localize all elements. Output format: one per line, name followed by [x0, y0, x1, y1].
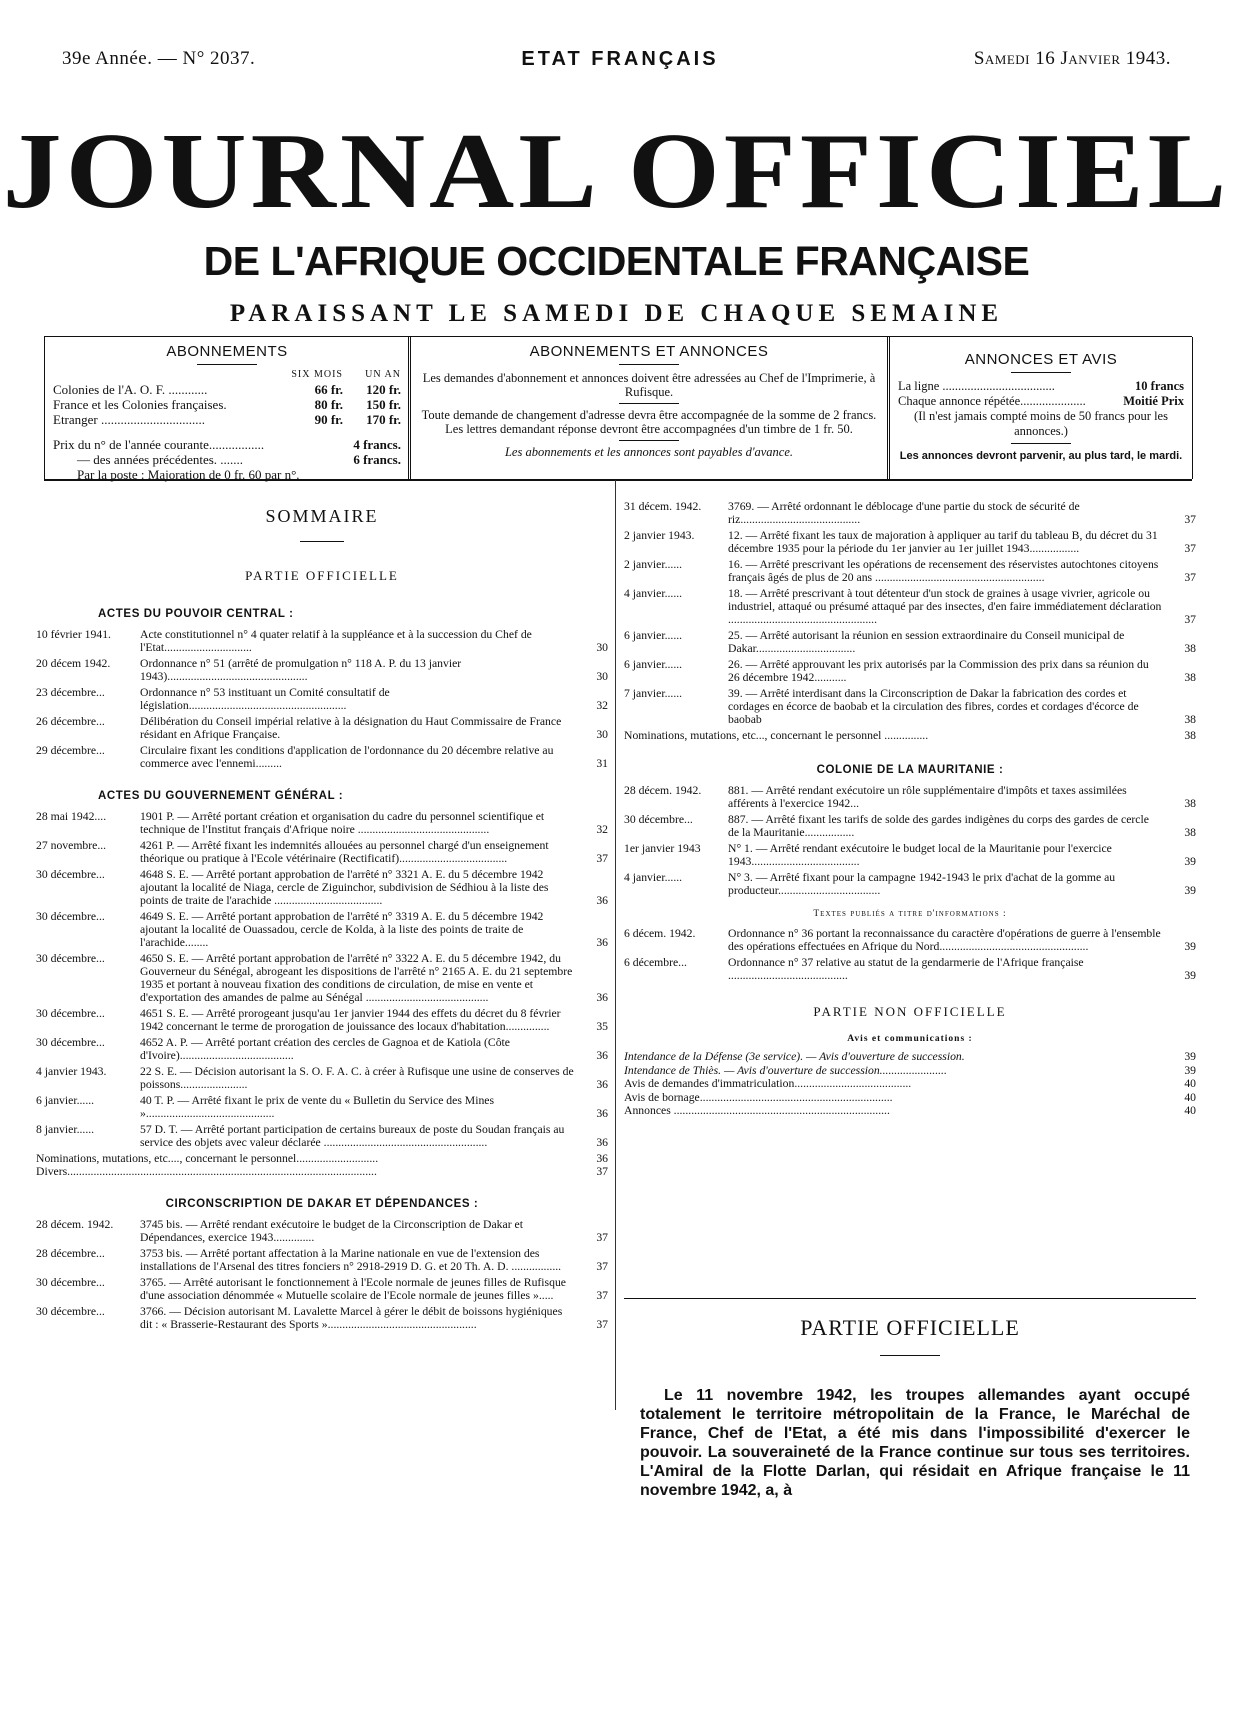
entry-text: Annonces .......................................................................... [624, 1104, 890, 1117]
abonnements-annonces-heading: ABONNEMENTS ET ANNONCES [529, 343, 769, 360]
annonces-box [890, 337, 1193, 479]
list-item [624, 687, 1196, 726]
entry-text: Circulaire fixant les conditions d'application de l'ordonnance du 20 décembre relative au commerce avec l'ennemi......... [140, 744, 554, 770]
entry-date: 28 décembre... [36, 1247, 105, 1260]
list-item [624, 558, 1196, 584]
entry-date: 2 janvier 1943. [624, 529, 695, 542]
entry-date: 7 janvier...... [624, 687, 683, 700]
entry-text: 4652 A. P. — Arrêté portant création des cercles de Gagnoa et de Katiola (Côte d'Ivoire)....................................... [140, 1036, 510, 1062]
prix-value: 4 francs. [353, 437, 401, 452]
entry-page: 30 [596, 728, 608, 741]
list-item [624, 529, 1196, 555]
entry-page: 38 [1184, 729, 1196, 742]
entry-text: Nominations, mutations, etc..., concernant le personnel ............... [624, 729, 929, 742]
issue-number: 39e Année. — N° 2037. [62, 48, 256, 69]
entry-page: 36 [596, 1078, 608, 1091]
entry-page: 36 [596, 1107, 608, 1120]
entry-text: 16. — Arrêté prescrivant les opérations de recensement des réservistes autochtones citoyens français âgés de plus de 20 ans .......................................................... [728, 558, 1159, 584]
table-row [53, 382, 401, 397]
list-item [624, 587, 1196, 626]
partie-non-officielle-label: PARTIE NON OFFICIELLE [813, 1004, 1007, 1019]
column-divider [615, 480, 616, 1410]
entry-page: 37 [596, 852, 608, 865]
entry-text: Ordonnance n° 37 relative au statut de la gendarmerie de l'Afrique française ......................................... [728, 956, 1084, 982]
row-an: 150 fr. [366, 397, 401, 412]
entry-date: 6 janvier...... [624, 629, 683, 642]
abonnements-annonces-box [408, 337, 890, 479]
list-item [36, 1123, 608, 1149]
sommaire-title: SOMMAIRE [265, 506, 379, 526]
row-an: 170 fr. [366, 412, 401, 427]
masthead-subtitle: DE L'AFRIQUE OCCIDENTALE FRANÇAISE [203, 238, 1030, 284]
entry-page: 36 [596, 936, 608, 949]
entry-page: 39 [1184, 855, 1196, 868]
entry-text: Ordonnance n° 51 (arrêté de promulgation n° 118 A. P. du 13 janvier 1943)................................................ [140, 657, 462, 683]
sommaire-right-entries [624, 500, 1196, 726]
abonnements-table [45, 367, 409, 482]
entry-date: 29 décembre... [36, 744, 105, 757]
body-paragraph: Le 11 novembre 1942, les troupes allemandes ayant occupé totalement le territoire métropolitain de la France, le Maréchal de France, Chef de l'Etat, a été mis dans l'impossibilité d'exercer le pouvoir. La souveraineté de la France continue sur tous ses territoires. L'Amiral de la Flotte Darlan, qui résidait en Afrique française le 11 novembre 1942, a, à [640, 1387, 1190, 1499]
entry-text: 887. — Arrêté fixant les tarifs de solde des gardes indigènes du corps des gardes de cercle de la Mauritanie................. [728, 813, 1149, 839]
entry-page: 37 [596, 1165, 608, 1178]
entry-text: Acte constitutionnel n° 4 quater relatif à la suppléance et à la succession du Chef de l'Etat.............................. [140, 628, 532, 654]
entry-date: 30 décembre... [36, 1007, 105, 1020]
entry-page: 37 [596, 1318, 608, 1331]
section-heading: COLONIE DE LA MAURITANIE : [816, 764, 1004, 776]
list-item [624, 956, 1196, 982]
entry-page: 37 [1184, 542, 1196, 555]
entry-text: 39. — Arrêté interdisant dans la Circonscription de Dakar la fabrication des cordes et cordages en écorce de baobab et la circulation des fibres, cordes et cordages d'écorce de baobab [728, 687, 1139, 726]
entry-text: 3766. — Décision autorisant M. Lavalette Marcel à gérer le débit de boissons hygiéniques dit : « Brasserie-Restaurant des Sports »................................................... [140, 1305, 563, 1331]
list-item [36, 686, 608, 712]
entry-page: 36 [596, 1152, 608, 1165]
entry-text: Nominations, mutations, etc...., concernant le personnel............................ [36, 1152, 379, 1165]
entry-page: 30 [596, 670, 608, 683]
entry-text: Avis de bornage.................................................................. [624, 1090, 893, 1104]
list-item [624, 629, 1196, 655]
entry-page: 35 [596, 1020, 608, 1033]
subscription-boxes [44, 336, 1192, 481]
entry-page: 31 [596, 757, 608, 770]
entry-text: Intendance de Thiès. — Avis d'ouverture de succession....................... [624, 1063, 947, 1077]
entry-page: 40 [1184, 1104, 1196, 1117]
row-label: La ligne .................................... [898, 379, 1055, 393]
entry-text: 4648 S. E. — Arrêté portant approbation de l'arrêté n° 3321 A. E. du 5 décembre 1942 ajoutant la localité de Niaga, cercle de Ziguinchor, subdivision de Sédhiou à la liste des points de traite de l'arachide ..................................... [140, 868, 549, 907]
entry-text: Intendance de la Défense (3e service). — Avis d'ouverture de succession. [624, 1050, 965, 1063]
entry-date: 26 décembre... [36, 715, 105, 728]
entry-date: 28 mai 1942.... [36, 810, 107, 823]
entry-page: 36 [596, 894, 608, 907]
row-six: 90 fr. [314, 412, 343, 427]
entry-page: 32 [596, 823, 608, 836]
list-item [36, 1007, 608, 1033]
table-row [53, 467, 401, 482]
entry-page: 39 [1184, 1063, 1196, 1077]
list-item [36, 868, 608, 907]
annonces-heading: ANNONCES ET AVIS [964, 351, 1118, 368]
list-item [36, 1276, 608, 1302]
entry-date: 30 décembre... [36, 1305, 105, 1318]
entry-page: 39 [1184, 969, 1196, 982]
section-heading: ACTES DU GOUVERNEMENT GÉNÉRAL : [98, 790, 344, 802]
sommaire-sections [36, 608, 608, 1331]
info-paragraph: Toute demande de changement d'adresse devra être accompagnée de la somme de 2 francs. Les lettres demandant réponse devront être accompagnées d'un timbre de 1 fr. 50. [421, 408, 877, 436]
mauritanie-entries [624, 784, 1196, 897]
divider [619, 364, 679, 365]
entry-page: 36 [596, 1136, 608, 1149]
masthead-title: JOURNAL OFFICIEL [2, 110, 1231, 231]
partie-officielle-title [624, 1298, 1196, 1356]
annonces-table [890, 379, 1192, 439]
entry-page: 38 [1184, 671, 1196, 684]
entry-page: 38 [1184, 826, 1196, 839]
entry-page: 30 [596, 641, 608, 654]
annonces-note: (Il n'est jamais compté moins de 50 francs pour les annonces.) [914, 409, 1168, 438]
row-value: Moitié Prix [1123, 394, 1184, 408]
partie-officielle-label: PARTIE OFFICIELLE [245, 568, 399, 583]
entry-text: 1901 P. — Arrêté portant création et organisation du cadre du personnel scientifique et technique de l'Institut français d'Afrique noire ............................................. [140, 810, 545, 836]
entry-date: 4 janvier 1943. [36, 1065, 107, 1078]
list-item [624, 927, 1196, 953]
state-name: ETAT FRANÇAIS [521, 48, 719, 70]
list-item [36, 1165, 608, 1178]
list-item [36, 1094, 608, 1120]
row-label: France et les Colonies françaises. [53, 397, 227, 412]
entry-date: 23 décembre... [36, 686, 105, 699]
entry-text: Ordonnance n° 36 portant la reconnaissance du caractère d'opérations de guerre à l'ensemble des opérations effectuées en Afrique du Nord................................................... [728, 927, 1161, 953]
info-paragraph: Les abonnements et les annonces sont payables d'avance. [504, 445, 794, 459]
entry-text: 4261 P. — Arrêté fixant les indemnités allouées au personnel chargé d'un enseignement théorique ou pratique à l'Ecole vétérinaire (Rectificatif)..................................... [140, 839, 549, 865]
divider [197, 364, 257, 365]
entry-page: 37 [596, 1289, 608, 1302]
entry-date: 28 décem. 1942. [36, 1218, 114, 1231]
entry-text: Délibération du Conseil impérial relative à la désignation du Haut Commissaire de France résidant en Afrique Française. [140, 715, 562, 741]
entry-page: 40 [1184, 1090, 1196, 1104]
entry-date: 10 février 1941. [36, 628, 111, 641]
prix-value: 6 francs. [353, 452, 401, 467]
partie-officielle-text: PARTIE OFFICIELLE [800, 1315, 1020, 1340]
entry-date: 30 décembre... [36, 1276, 105, 1289]
entry-text: 18. — Arrêté prescrivant à tout détenteur d'un stock de graines à usage vivrier, agricole ou industriel, attaqué ou présumé attaqué par des insectes, d'en faire immédiatement déclaration ................................................... [728, 587, 1162, 626]
entry-date: 30 décembre... [36, 910, 105, 923]
divider [619, 403, 679, 404]
entry-text: 3769. — Arrêté ordonnant le déblocage d'une partie du stock de sécurité de riz......................................... [728, 500, 1080, 526]
list-item [624, 658, 1196, 684]
list-item [36, 910, 608, 949]
row-six: 80 fr. [314, 397, 343, 412]
entry-date: 6 décembre... [624, 956, 687, 969]
table-row [898, 394, 1184, 409]
table-row [53, 412, 401, 427]
entry-date: 6 décem. 1942. [624, 927, 696, 940]
entry-date: 4 janvier...... [624, 587, 683, 600]
entry-date: 2 janvier...... [624, 558, 683, 571]
list-item [624, 784, 1196, 810]
entry-date: 30 décembre... [36, 868, 105, 881]
list-item [624, 500, 1196, 526]
divider [619, 440, 679, 441]
entry-page: 37 [1184, 513, 1196, 526]
entry-date: 31 décem. 1942. [624, 500, 702, 513]
list-item [624, 1104, 1196, 1118]
entry-date: 30 décembre... [36, 1036, 105, 1049]
table-row [53, 437, 401, 452]
list-item [624, 1050, 1196, 1064]
avis-entries [624, 1050, 1196, 1118]
entry-date: 6 janvier...... [624, 658, 683, 671]
entry-date: 20 décem 1942. [36, 657, 111, 670]
sommaire-left-column [36, 500, 608, 1334]
entry-text: Ordonnance n° 53 instituant un Comité consultatif de législation...................................................... [140, 686, 390, 712]
list-item [624, 813, 1196, 839]
entry-page: 36 [596, 991, 608, 1004]
entry-page: 32 [596, 699, 608, 712]
entry-page: 37 [1184, 613, 1196, 626]
entry-text: 881. — Arrêté rendant exécutoire un rôle supplémentaire d'impôts et taxes assimilées afférents à l'exercice 1942... [728, 784, 1127, 810]
info-paragraph: Les demandes d'abonnement et annonces doivent être adressées au Chef de l'Imprimerie, à Rufisque. [422, 371, 876, 399]
abonnements-heading: ABONNEMENTS [166, 343, 288, 360]
textes-entries [624, 927, 1196, 982]
divider [300, 541, 344, 542]
list-item [624, 871, 1196, 897]
row-an: 120 fr. [366, 382, 401, 397]
masthead-tagline: PARAISSANT LE SAMEDI DE CHAQUE SEMAINE [229, 300, 1004, 327]
entry-page: 38 [1184, 713, 1196, 726]
list-item [36, 628, 608, 654]
row-label: Colonies de l'A. O. F. ............ [53, 382, 208, 397]
section-heading: ACTES DU POUVOIR CENTRAL : [98, 608, 294, 620]
entry-text: 4650 S. E. — Arrêté portant approbation de l'arrêté n° 3322 A. E. du 5 décembre 1942, du Gouverneur du Sénégal, abrogeant les dispositions de l'arrêté n° 2165 A. E. du 21 septembre 1935 et portant à nouveau fixation des conditions de circulation, de mise en vente et d'exportation des amandes de palme au Sénégal .......................................... [140, 952, 573, 1004]
row-six: 66 fr. [314, 382, 343, 397]
annonces-deadline: Les annonces devront parvenir, au plus tard, le mardi. [899, 450, 1183, 462]
entry-text: 26. — Arrêté approuvant les prix autorisés par la Commission des prix dans sa réunion du 26 décembre 1942........... [728, 658, 1149, 684]
entry-date: 27 novembre... [36, 839, 107, 852]
entry-page: 38 [1184, 797, 1196, 810]
col-six-mois: SIX MOIS [291, 369, 343, 380]
table-row [53, 397, 401, 412]
entry-page: 37 [596, 1260, 608, 1273]
entry-date: 6 janvier...... [36, 1094, 95, 1107]
prix-label: — des années précédentes. ....... [77, 452, 244, 467]
entry-page: 37 [596, 1231, 608, 1244]
entry-page: 39 [1184, 1050, 1196, 1063]
entry-page: 39 [1184, 940, 1196, 953]
list-item [36, 1305, 608, 1331]
list-item [624, 1077, 1196, 1091]
row-label: Etranger ................................ [53, 412, 206, 427]
section-heading: CIRCONSCRIPTION DE DAKAR ET DÉPENDANCES : [165, 1198, 479, 1210]
section-heading: Avis et communications : [847, 1034, 973, 1044]
entry-date: 8 janvier...... [36, 1123, 95, 1136]
entry-text: 12. — Arrêté fixant les taux de majoration à appliquer au tarif du tableau B, du décret du 31 décembre 1935 pour la période du 1er janvier au 1er juillet 1943................. [728, 529, 1158, 555]
list-item [36, 657, 608, 683]
list-item [624, 842, 1196, 868]
list-item [36, 1065, 608, 1091]
entry-page: 39 [1184, 884, 1196, 897]
entry-date: 4 janvier...... [624, 871, 683, 884]
list-item [624, 1064, 1196, 1078]
list-item [36, 810, 608, 836]
list-item [36, 1247, 608, 1273]
entry-text: 4649 S. E. — Arrêté portant approbation de l'arrêté n° 3319 A. E. du 5 décembre 1942 ajoutant la localité de Ouassadou, cercle de Kolda, à la liste des points de traite de l'arachide........ [140, 910, 544, 949]
section-heading: Textes publiés a titre d'informations : [813, 909, 1007, 919]
abonnements-box [44, 337, 409, 482]
entry-page: 36 [596, 1049, 608, 1062]
issue-date: Samedi 16 Janvier 1943. [973, 48, 1171, 69]
entry-text: 3753 bis. — Arrêté portant affectation à la Marine nationale en vue de l'extension des installations de l'Arsenal des titres fonciers n° 2918-2919 D. G. et 20 Th. A. D. ................. [140, 1247, 562, 1273]
entry-date: 28 décem. 1942. [624, 784, 702, 797]
divider [880, 1355, 940, 1356]
entry-text: 57 D. T. — Arrêté portant participation de certains bureaux de poste du Soudan français au service des objets avec valeur déclarée ........................................................ [140, 1123, 565, 1149]
list-item [36, 1218, 608, 1244]
list-item [36, 1036, 608, 1062]
entry-text: Divers.......................................................................................................... [36, 1165, 377, 1178]
entry-text: Avis de demandes d'immatriculation........................................ [624, 1077, 912, 1090]
list-item [36, 744, 608, 770]
prix-label: Prix du n° de l'année courante................. [53, 437, 265, 452]
entry-date: 30 décembre... [624, 813, 693, 826]
table-row [53, 452, 401, 467]
sommaire-right-column [624, 500, 1196, 1118]
entry-text: 40 T. P. — Arrêté fixant le prix de vente du « Bulletin du Service des Mines »............................................ [140, 1094, 495, 1120]
list-item [36, 839, 608, 865]
row-label: Chaque annonce répétée..................... [898, 394, 1086, 408]
entry-page: 38 [1184, 642, 1196, 655]
row-value: 10 francs [1135, 379, 1184, 393]
entry-text: 25. — Arrêté autorisant la réunion en session extraordinaire du Conseil municipal de Dakar.................................. [728, 629, 1125, 655]
entry-text: 4651 S. E. — Arrêté prorogeant jusqu'au 1er janvier 1944 des effets du décret du 8 février 1942 concernant le terme de prorogation de jouissance des locaux d'habitation............... [140, 1007, 561, 1033]
entry-text: 22 S. E. — Décision autorisant la S. O. F. A. C. à créer à Rufisque une usine de conserves de poissons....................... [140, 1065, 574, 1091]
divider [1011, 372, 1071, 373]
entry-text: N° 3. — Arrêté fixant pour la campagne 1942-1943 le prix d'achat de la gomme au producteur................................... [728, 871, 1116, 897]
list-item [624, 729, 1196, 742]
col-un-an: UN AN [365, 369, 401, 380]
prix-label: Par la poste : Majoration de 0 fr. 60 par n°. [77, 467, 300, 482]
entry-text: 3765. — Arrêté autorisant le fonctionnement à l'Ecole normale de jeunes filles de Rufisque d'une association dénommée « Mutuelle scolaire de l'Ecole normale de jeunes filles »..... [140, 1276, 566, 1302]
list-item [36, 952, 608, 1004]
entry-text: N° 1. — Arrêté rendant exécutoire le budget local de la Mauritanie pour l'exercice 1943..................................... [728, 842, 1112, 868]
entry-page: 40 [1184, 1077, 1196, 1090]
list-item [36, 1152, 608, 1165]
entry-page: 37 [1184, 571, 1196, 584]
list-item [36, 715, 608, 741]
entry-date: 1er janvier 1943 [624, 842, 701, 855]
table-row [898, 379, 1184, 394]
entry-date: 30 décembre... [36, 952, 105, 965]
list-item [624, 1091, 1196, 1105]
entry-text: 3745 bis. — Arrêté rendant exécutoire le budget de la Circonscription de Dakar et Dépendances, exercice 1943.............. [140, 1218, 523, 1244]
